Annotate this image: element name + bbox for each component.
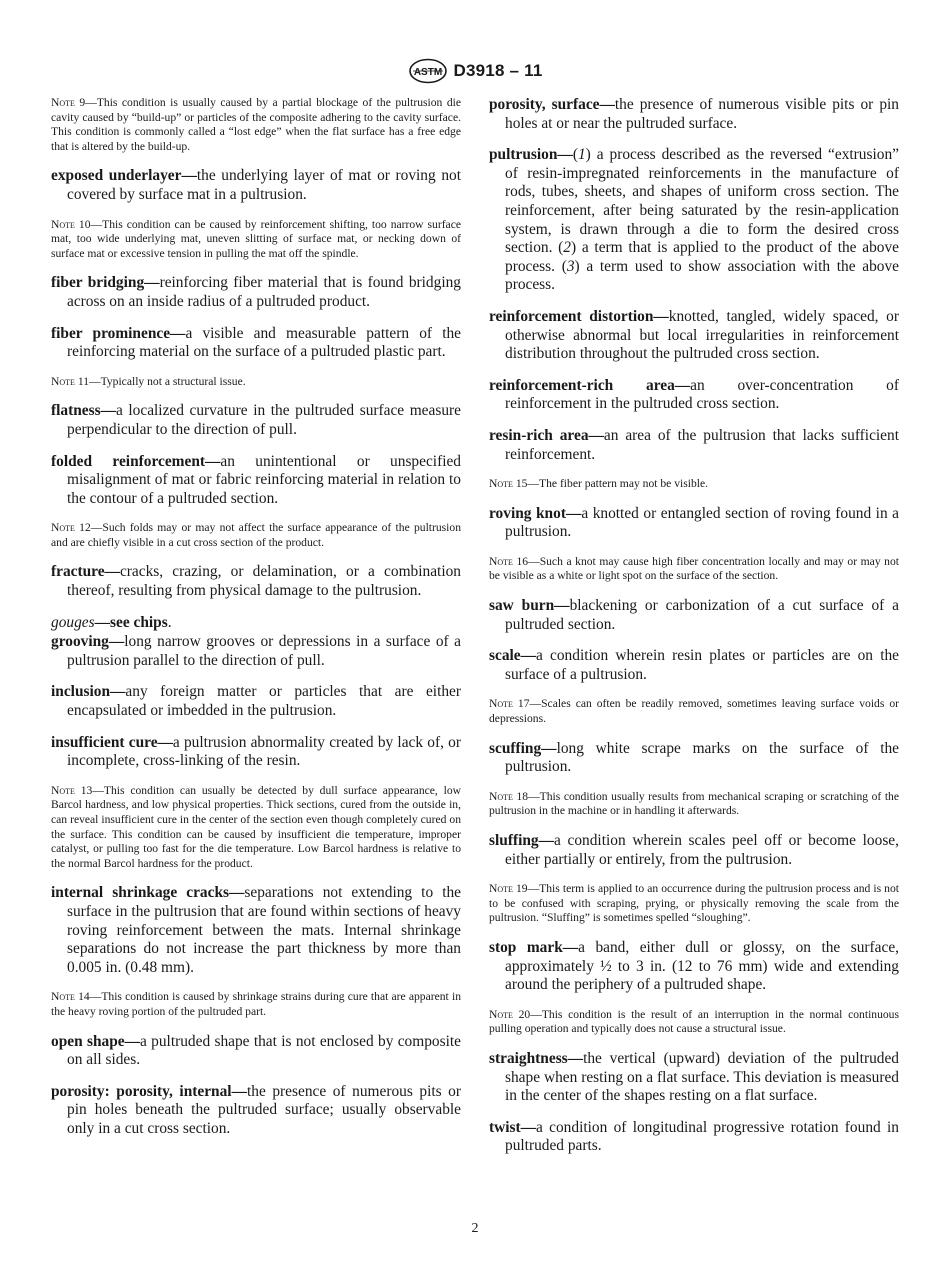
definition: ( — [572, 146, 578, 164]
note-text: —Scales can often be readily removed, sometimes leaving surface voids or depressions. — [489, 697, 899, 726]
term: twist— — [489, 1118, 537, 1136]
definition: knotted, tangled, widely spaced, or otherwise abnormal but local irregularities in reinforcement distribution throughout the pultruded cross section. — [505, 307, 899, 363]
definition-entry — [489, 597, 899, 634]
definition-entry — [489, 308, 899, 364]
note-text: —Typically not a structural issue. — [89, 374, 246, 388]
definition-entry — [489, 377, 899, 414]
term: grooving— — [51, 633, 125, 651]
definition-entry — [51, 884, 461, 977]
definition-entry — [51, 325, 461, 362]
definition-entry — [489, 647, 899, 684]
definition: a band, either dull or glossy, on the surface, approximately ½ to 3 in. (12 to 76 mm) wide and extending around the periphery of a pultruded shape. — [505, 938, 900, 994]
note — [489, 477, 899, 492]
definition-entry — [489, 1050, 899, 1106]
definition: a condition wherein resin plates or particles are on the surface of a pultrusion. — [505, 647, 899, 683]
definition: long white scrape marks on the surface of the pultrusion. — [505, 739, 899, 776]
term: flatness— — [51, 402, 116, 420]
definition: an area of the pultrusion that lacks sufficient reinforcement. — [505, 426, 899, 463]
term: porosity: porosity, internal— — [51, 1082, 247, 1100]
definition-entry — [51, 734, 461, 771]
note-label: Note 9 — [51, 96, 86, 109]
definition: the underlying layer of mat or roving not covered by surface mat in a pultrusion. — [67, 167, 461, 203]
note-label: Note 12 — [51, 521, 91, 535]
note — [489, 555, 899, 584]
definition-entry — [51, 563, 461, 600]
astm-logo-icon — [408, 58, 448, 84]
term: fiber prominence— — [51, 324, 186, 342]
xref-term: gouges — [51, 613, 95, 631]
term: insufficient cure— — [51, 733, 173, 751]
term: resin-rich area— — [489, 426, 604, 444]
note-label: Note 13 — [51, 783, 93, 797]
definition-entry — [489, 740, 899, 777]
definition: an unintentional or unspecified misalignment of mat or fabric reinforcing material in relation to the contour of a pultruded section. — [67, 452, 461, 507]
note-text: —Such folds may or may not affect the surface appearance of the pultrusion and are chiefly visible in a cut cross section of the product. — [51, 521, 461, 549]
note — [51, 990, 461, 1019]
definition-entry — [489, 505, 899, 542]
definition: the vertical (upward) deviation of the pultruded shape when resting on a flat surface. This deviation is measured in the center of the shapes resting on a flat surface. — [505, 1049, 899, 1105]
note — [489, 1008, 899, 1037]
definition-entry — [489, 96, 899, 133]
note-text: —This term is applied to an occurrence during the pultrusion process and is not to be confused with scraping, prying, or physically removing the scale from the pultrusion. “Sluffing” is sometimes spelled “sloughing”. — [489, 882, 899, 925]
definition: reinforcing fiber material that is found bridging across on an inside radius of a pultruded product. — [67, 274, 461, 310]
definition-entry — [51, 167, 461, 204]
term: scuffing— — [489, 739, 557, 757]
note — [51, 218, 461, 262]
definition: ) a process described as the reversed “extrusion” of resin-impregnated reinforcements in the manufacture of rods, tubes, sheets, and shapes of uniform cross section. The reinforcement, after being saturated by the resin-application system, is drawn through a die to form the desired cross section. ( — [505, 146, 899, 257]
term: open shape— — [51, 1032, 140, 1050]
note-text: —The fiber pattern may not be visible. — [527, 477, 709, 491]
definition: a pultrusion abnormality created by lack of, or incomplete, cross-linking of the resin. — [67, 733, 461, 770]
term: exposed underlayer— — [51, 167, 197, 185]
definition-entry — [51, 402, 461, 439]
term: stop mark— — [489, 938, 579, 956]
definition-entry — [489, 427, 899, 464]
note — [51, 784, 461, 872]
definition: any foreign matter or particles that are either encapsulated or imbedded in the pultrusion. — [67, 683, 461, 720]
page-header — [0, 56, 950, 86]
definition: a visible and measurable pattern of the reinforcing material on the surface of a pultruded plastic part. — [67, 324, 462, 361]
xref-see: —see — [94, 613, 134, 631]
note-text: —This condition usually results from mechanical scraping or scratching of the pultrusion in the machine or in handling it afterwards. — [489, 789, 899, 818]
note-label: Note 15 — [489, 477, 528, 491]
definition-entry — [489, 832, 899, 869]
definition: a pultruded shape that is not enclosed by composite on all sides. — [67, 1032, 461, 1069]
definition-entry — [51, 683, 461, 720]
definition-entry — [51, 1083, 461, 1139]
definition: the presence of numerous pits or pin holes beneath the pultruded surface; usually observable only in a cut cross section. — [67, 1082, 462, 1137]
definition-entry — [489, 939, 899, 995]
term: straightness— — [489, 1049, 584, 1067]
page-number: 2 — [471, 1221, 479, 1236]
definition: a condition of longitudinal progressive rotation found in pultruded parts. — [505, 1118, 899, 1155]
note-label: Note 14 — [51, 990, 90, 1004]
xref-end: . — [167, 613, 172, 631]
xref-target: chips — [133, 613, 168, 631]
definition-numeral: 1 — [577, 146, 586, 164]
term: reinforcement-rich area— — [489, 376, 691, 394]
left-column — [51, 96, 461, 1152]
note-text: —This condition can be caused by reinforcement shifting, too narrow surface mat, too wide underlying mat, uneven slitting of surface mat, or necking down of surface mat or excessive tension in pulling the mat off the spindle. — [51, 217, 461, 260]
note — [489, 882, 899, 926]
term: folded reinforcement— — [51, 452, 221, 470]
term: fracture— — [51, 563, 120, 581]
term: inclusion— — [51, 683, 126, 701]
definition-entry — [51, 453, 461, 509]
note — [51, 375, 461, 390]
note-label: Note 16 — [489, 554, 529, 568]
document-id: D3918 – 11 — [453, 61, 543, 80]
term: roving knot— — [489, 504, 582, 522]
note-label: Note 11 — [51, 374, 89, 388]
definition: ) a term used to show association with the above process. — [505, 257, 900, 294]
note-text: —Such a knot may cause high fiber concentration locally and may or may not be visible as a white or light spot on the surface of the section. — [489, 554, 899, 583]
definition-numeral: 2 — [563, 239, 571, 257]
note-label: Note 19 — [489, 882, 528, 896]
note-label: Note 10 — [51, 217, 91, 231]
definition-entry — [489, 146, 899, 295]
right-column — [489, 96, 899, 1169]
definition: blackening or carbonization of a cut surface of a pultruded section. — [505, 597, 899, 633]
term: saw burn— — [489, 597, 570, 615]
note — [51, 96, 461, 154]
definition: a condition wherein scales peel off or become loose, either partially or entirely, from the pultrusion. — [505, 832, 899, 868]
term: pultrusion— — [489, 146, 573, 164]
term: porosity, surface— — [489, 96, 615, 113]
note — [51, 521, 461, 550]
definition: a knotted or entangled section of roving found in a pultrusion. — [505, 504, 900, 541]
definition-entry — [489, 1119, 899, 1156]
logo-text: ASTM — [413, 67, 442, 78]
definition: cracks, crazing, or delamination, or a combination thereof, resulting from physical damage to the pultrusion. — [67, 563, 461, 600]
note-text: —This condition is the result of an interruption in the normal continuous pulling operation and typically does not cause a structural issue. — [489, 1007, 899, 1036]
definition-entry — [51, 1033, 461, 1070]
definition: ) a term that is applied to the product of the above process. ( — [505, 239, 899, 275]
note-text: —This condition is usually caused by a partial blockage of the pultrusion die cavity caused by “build-up” or particles of the composite adhering to the cavity surface. This condition is commonly called a “lost edge” when the flat surface has a free edge that is altered by the build-up. — [51, 96, 461, 153]
term: fiber bridging— — [51, 274, 160, 292]
term: internal shrinkage cracks— — [51, 884, 245, 902]
term: sluffing— — [489, 832, 554, 849]
term: scale— — [489, 647, 537, 665]
definition: an over-concentration of reinforcement in the pultruded cross section. — [505, 376, 899, 413]
definition-entry — [51, 274, 461, 311]
definition: a localized curvature in the pultruded surface measure perpendicular to the direction of pull. — [67, 402, 461, 438]
note-label: Note 17 — [489, 697, 530, 711]
cross-reference — [51, 614, 461, 633]
note-text: —This condition is caused by shrinkage strains during cure that are apparent in the heavy roving portion of the pultruded part. — [51, 990, 461, 1018]
definition: separations not extending to the surface in the pultrusion that are found within sections of heavy roving reinforcement between the mats. Internal shrinkage separations do not increase the part thickness by more than 0.005 in. (0.48 mm). — [67, 884, 461, 976]
note — [489, 697, 899, 726]
note-text: —This condition can usually be detected by dull surface appearance, low Barcol hardness, and low physical properties. Thick sections, cured from the outside in, can reveal insufficient cure in the center of the section even though completely cured on the surface. This condition can be caused by insufficient die temperature, improper catalyst, or pulling too fast for the die temperature. Low Barcol hardness is relative to the normal Barcol hardness for the product. — [51, 783, 462, 870]
definition-entry — [51, 633, 461, 670]
note — [489, 790, 899, 819]
definition: long narrow grooves or depressions in a surface of a pultrusion parallel to the direction of pull. — [67, 633, 461, 669]
definition: the presence of numerous visible pits or pin holes at or near the pultruded surface. — [505, 96, 899, 132]
note-label: Note 18 — [489, 789, 529, 803]
definition-numeral: 3 — [566, 257, 575, 275]
note-label: Note 20 — [489, 1007, 531, 1021]
term: reinforcement distortion— — [489, 307, 669, 325]
